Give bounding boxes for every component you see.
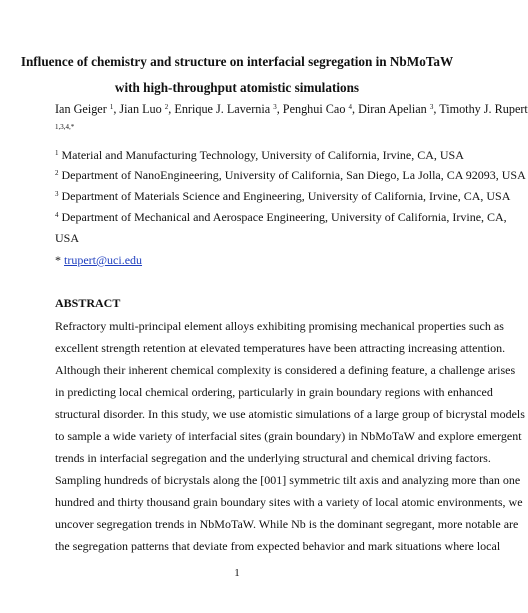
abstract-line: Sampling hundreds of bicrystals along the [001] symmetric tilt axis and analyzing more than one (55, 473, 521, 487)
affiliation-text: Department of Materials Science and Engineering, University of California, Irvine, CA, USA (61, 189, 511, 203)
author-affiliation-mark: 4 (348, 103, 352, 111)
abstract-line: Although their inherent chemical complexity is considered a defining feature, a challenge arises (55, 363, 516, 377)
abstract-line: Refractory multi-principal element alloys exhibiting promising mechanical properties such as (55, 319, 504, 333)
affiliation-3 (55, 188, 511, 204)
abstract-line: excellent strength retention at elevated temperatures have been attracting increasing attention. (55, 341, 506, 355)
affiliation-2 (55, 167, 526, 183)
affiliation-number: 1 (55, 149, 59, 157)
author-affiliation-mark: 3 (429, 103, 434, 111)
author-name: Ian Geiger (55, 102, 107, 116)
affiliation-text: Material and Manufacturing Technology, University of California, Irvine, CA, USA (61, 148, 464, 162)
affiliation-text: Department of Mechanical and Aerospace Engineering, University of California, Irvine, CA, (61, 210, 507, 224)
author-affiliation-mark: 3 (273, 103, 277, 111)
page-number: 1 (234, 567, 240, 579)
affiliation-number: 4 (55, 211, 59, 219)
affiliation-4-continued: USA (55, 231, 80, 245)
abstract-line: uncover segregation trends in NbMoTaW. While Nb is the dominant segregant, more notable are (55, 517, 519, 531)
affiliation-1 (55, 147, 464, 163)
author-list: Ian Geiger $^1$, Jian Luo $^2$, Enrique J. Lavernia $^3$, Penghui Cao $^4$, Diran Apelian $^3$, Timothy J. Rupert (55, 102, 528, 116)
author-affiliation-mark: 1 (109, 103, 114, 111)
author-name: Enrique J. Lavernia (174, 102, 271, 116)
author-name: Timothy J. Rupert (439, 102, 528, 116)
paper-title-line-2: with high-throughput atomistic simulations (114, 80, 360, 95)
abstract-line: to sample a wide variety of interfacial sites (grain boundary) in NbMoTaW and explore emergent (55, 429, 522, 443)
email-link[interactable]: trupert@uci.edu (64, 253, 143, 267)
abstract-line: hundred and thirty thousand grain boundary sites with a variety of local atomic environments, we (55, 495, 523, 509)
affiliation-number: 2 (55, 169, 59, 177)
corresponding-marker: * (55, 253, 61, 267)
abstract-line: in predicting local chemical ordering, particularly in grain boundary regions with enhanced (55, 385, 493, 399)
abstract-line: structural disorder. In this study, we use atomistic simulations of a large group of bicrystal models (55, 407, 525, 421)
affiliation-4 (55, 209, 507, 225)
corresponding-author-line (55, 252, 142, 268)
affiliation-number: 3 (55, 190, 59, 198)
affiliation-text: Department of NanoEngineering, University of California, San Diego, La Jolla, CA 92093, USA (61, 168, 526, 182)
abstract-heading: ABSTRACT (55, 296, 121, 310)
author-name: Penghui Cao (282, 102, 346, 116)
abstract-line: trends in interfacial segregation and the underlying structural and chemical driving factors. (55, 451, 491, 465)
author-affiliation-mark-continued: 1,3,4,* (55, 123, 75, 131)
author-affiliation-mark: 2 (164, 103, 169, 111)
author-name: Diran Apelian (358, 102, 427, 116)
paper-title-line-1: Influence of chemistry and structure on interfacial segregation in NbMoTaW (20, 54, 454, 69)
author-name: Jian Luo (119, 102, 162, 116)
abstract-line: the segregation patterns that deviate from expected behavior and mark situations where local (55, 539, 501, 553)
